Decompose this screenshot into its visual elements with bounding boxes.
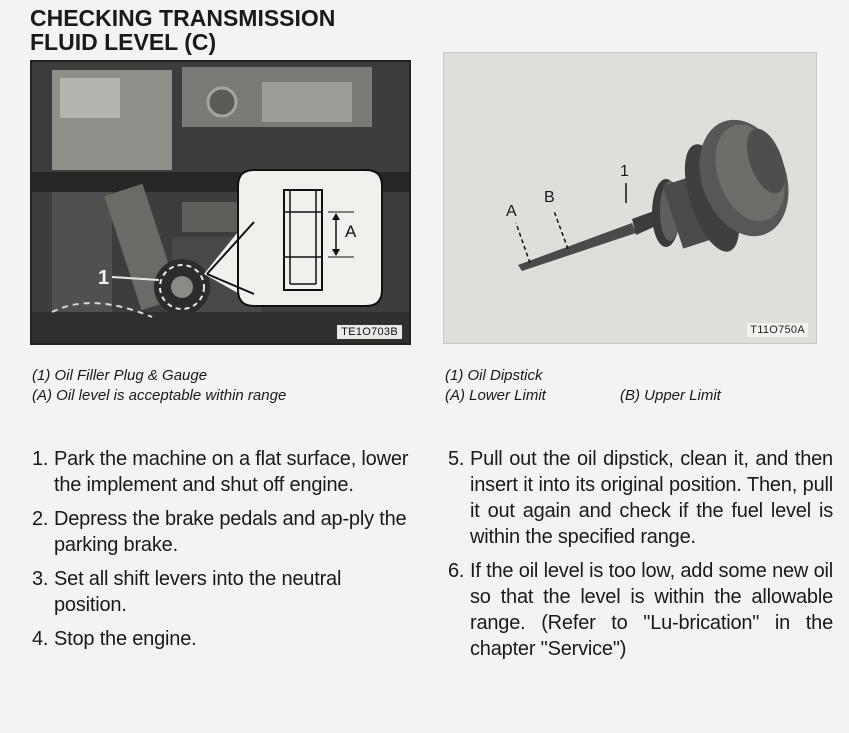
title-line-1: CHECKING TRANSMISSION — [30, 5, 336, 31]
dipstick-illustration — [444, 53, 817, 344]
caption-line: (1) Oil Dipstick — [445, 367, 543, 384]
caption-line: (A) Lower Limit — [445, 387, 546, 404]
step-text: Depress the brake pedals and ap-ply the parking brake. — [54, 508, 407, 556]
right-figure-caption — [445, 366, 721, 406]
step-text: Park the machine on a flat surface, lower the implement and shut off engine. — [54, 448, 409, 496]
left-figure-caption — [32, 366, 286, 406]
step-number: 1. — [32, 448, 49, 470]
step-text: Pull out the oil dipstick, clean it, and then insert it into its original position. Then, pull it out again and check if the fuel level is within the specified range. — [470, 448, 833, 548]
step-number: 2. — [32, 508, 49, 530]
figure-code: T11O750A — [747, 323, 808, 337]
label-1: 1 — [620, 163, 629, 180]
step-item — [32, 626, 417, 652]
callout-letter-a: A — [345, 222, 357, 241]
step-text: If the oil level is too low, add some new oil so that the level is within the allowable range. (Refer to "Lu-brication" in the chapter "Service") — [470, 560, 833, 660]
step-item — [32, 566, 417, 618]
step-item — [448, 558, 833, 662]
caption-line: (B) Upper Limit — [620, 387, 721, 404]
label-b: B — [544, 189, 555, 206]
dipstick-diagram — [443, 52, 817, 344]
title-line-2: FLUID LEVEL (C) — [30, 29, 217, 55]
oil-filler-photo — [30, 60, 411, 345]
step-item — [32, 446, 417, 498]
step-number: 5. — [448, 448, 465, 470]
page-title — [30, 6, 335, 54]
figure-code: TE1O703B — [336, 324, 403, 340]
step-item — [448, 446, 833, 550]
caption-line: (1) Oil Filler Plug & Gauge — [32, 367, 208, 384]
steps-list-left — [32, 446, 417, 660]
steps-list-right — [448, 446, 833, 670]
caption-line: (A) Oil level is acceptable within range — [32, 387, 287, 404]
step-item — [32, 506, 417, 558]
step-text: Set all shift levers into the neutral position. — [54, 568, 342, 616]
label-a: A — [506, 203, 517, 220]
step-number: 4. — [32, 628, 49, 650]
step-number: 6. — [448, 560, 465, 582]
step-text: Stop the engine. — [54, 628, 197, 650]
callout-number: 1 — [98, 267, 110, 289]
step-number: 3. — [32, 568, 49, 590]
engine-photo-illustration — [32, 62, 411, 345]
